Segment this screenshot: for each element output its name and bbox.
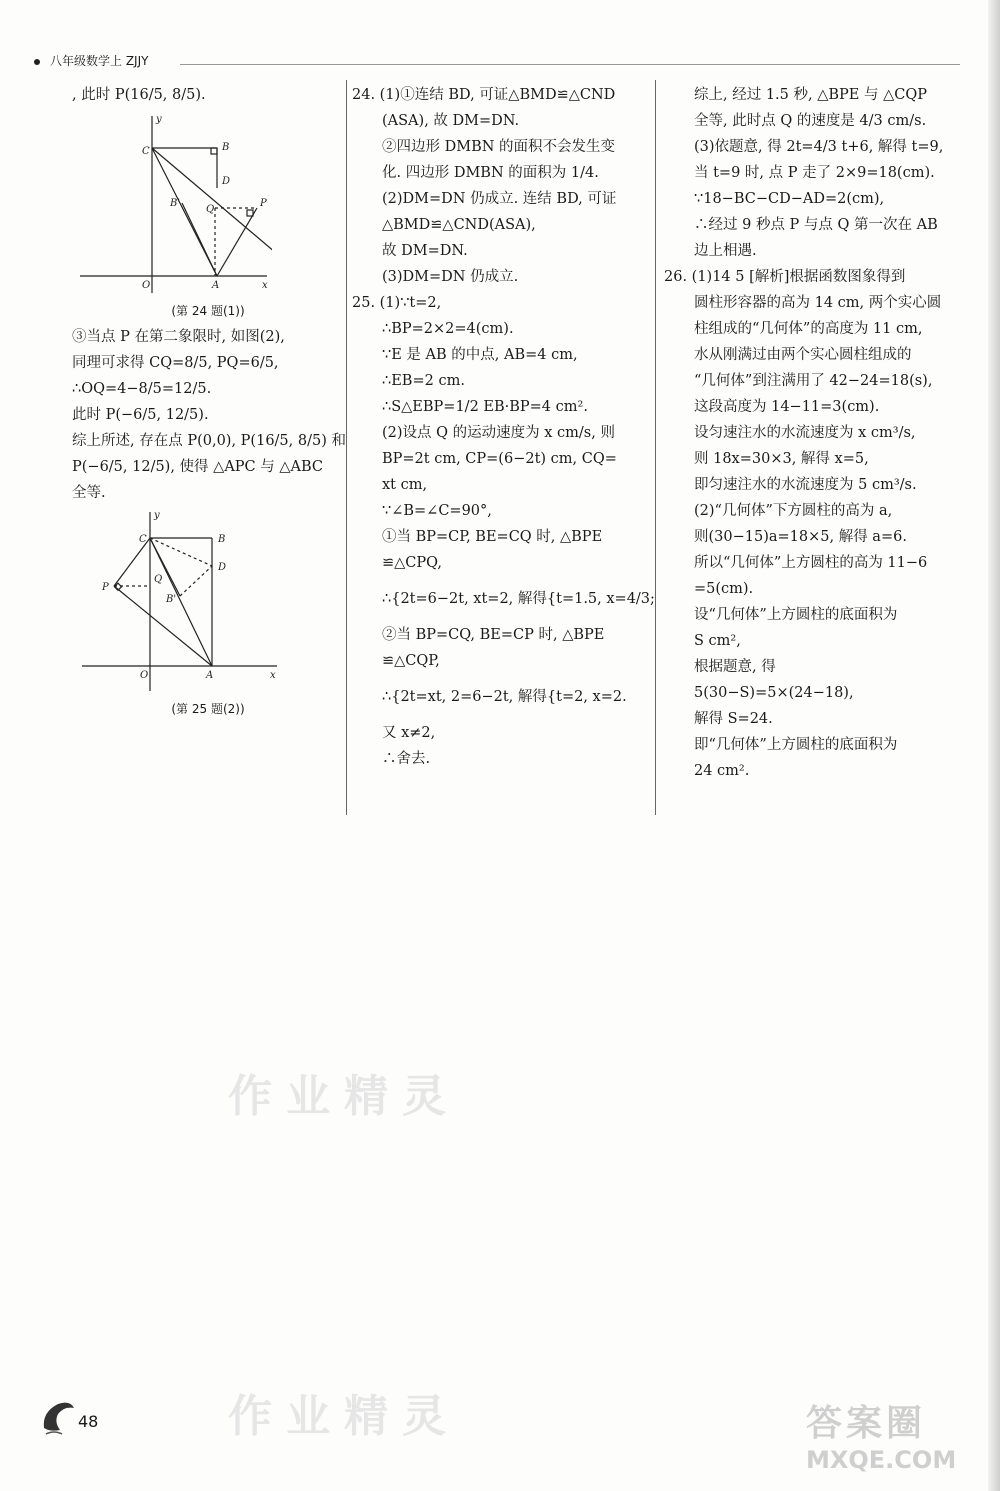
segment-CB-prime: [150, 538, 180, 596]
page-edge-shadow: [988, 0, 1000, 1491]
label-Q: Q: [154, 574, 163, 585]
col2-line: ∴S△EBP=1/2 EB·BP=4 cm².: [382, 399, 588, 415]
figure-24-1: [72, 108, 272, 298]
col2-line: 故 DM=DN.: [382, 243, 468, 259]
col3-line: 这段高度为 14−11=3(cm).: [694, 399, 880, 415]
watermark: 作业精灵: [228, 1391, 460, 1442]
col2-line: ≌△CPQ,: [382, 555, 442, 571]
col3-line: ∴经过 9 秒点 P 与点 Q 第一次在 AB: [694, 217, 938, 233]
col2-line: 24. (1)①连结 BD, 可证△BMD≌△CND: [352, 87, 616, 103]
segment-PA: [114, 586, 212, 666]
figure-25-caption: (第 25 题(2)): [171, 702, 245, 716]
col2-line: xt cm,: [382, 477, 428, 493]
col3-line: (3)依题意, 得 2t=4/3 t+6, 解得 t=9,: [694, 139, 944, 155]
col3-line: 设“几何体”上方圆柱的底面积为: [694, 607, 898, 623]
col3-line: 则(30−15)a=18×5, 解得 a=6.: [694, 529, 907, 545]
col3-line: 设匀速注水的水流速度为 x cm³/s,: [694, 425, 916, 441]
column-divider-1: [346, 80, 347, 815]
label-A: A: [206, 670, 214, 681]
col2-line: △BMD≌△CND(ASA),: [382, 217, 536, 233]
label-D: D: [218, 562, 227, 573]
col2-line: ∴{2t=xt, 2=6−2t, 解得{t=2, x=2.: [382, 689, 627, 705]
col3-line: =5(cm).: [694, 581, 754, 597]
col3-line: 所以“几何体”上方圆柱的高为 11−6: [694, 555, 928, 571]
col2-line: 25. (1)∵t=2,: [352, 295, 442, 311]
col3-line: 解得 S=24.: [694, 711, 773, 727]
column-1: [72, 82, 344, 722]
col2-line: 化. 四边形 DMBN 的面积为 1/4.: [382, 165, 599, 181]
label-B: B: [218, 534, 226, 545]
col3-line: S cm²,: [694, 633, 741, 649]
logo-text: 答案圈: [806, 1403, 927, 1444]
col1-p2: 同理可求得 CQ=8/5, PQ=6/5,: [72, 355, 279, 371]
col2-line: ∴BP=2×2=4(cm).: [382, 321, 514, 337]
label-x: x: [262, 280, 268, 291]
col1-p1: ③当点 P 在第二象限时, 如图(2),: [72, 329, 285, 345]
header-rule: [180, 64, 960, 65]
col3-line: 5(30−S)=5×(24−18),: [694, 685, 854, 701]
col3-line: 综上, 经过 1.5 秒, △BPE 与 △CQP: [694, 87, 927, 103]
label-C: C: [139, 534, 147, 545]
column-3: [664, 82, 964, 784]
label-x: x: [270, 670, 276, 681]
segment-B-prime-D: [180, 566, 212, 596]
col2-line: ∵∠B=∠C=90°,: [382, 503, 492, 519]
col3-line: 水从刚满过由两个实心圆柱组成的: [694, 347, 912, 363]
answer-site-logo: [806, 1395, 986, 1479]
col3-line: 边上相遇.: [694, 243, 757, 259]
label-O: O: [142, 280, 151, 291]
col2-line: (3)DM=DN 仍成立.: [382, 269, 519, 285]
logo-url: MXQE.COM: [806, 1446, 957, 1474]
col2-line: ∴EB=2 cm.: [382, 373, 465, 389]
col3-line: 圆柱形容器的高为 14 cm, 两个实心圆: [694, 295, 942, 311]
col1-p4: 此时 P(−6/5, 12/5).: [72, 407, 209, 423]
label-Q: Q: [206, 204, 215, 215]
col1-p6: P(−6/5, 12/5), 使得 △APC 与 △ABC: [72, 459, 323, 475]
right-angle-marker-p: [247, 210, 253, 216]
segment-PA: [217, 208, 257, 276]
col2-line: (ASA), 故 DM=DN.: [382, 113, 520, 129]
segment-CP: [114, 538, 150, 586]
col2-line: ②当 BP=CQ, BE=CP 时, △BPE: [382, 627, 605, 643]
label-y: y: [156, 114, 162, 125]
col1-p7: 全等.: [72, 485, 106, 501]
col1-p3: ∴OQ=4−8/5=12/5.: [72, 381, 212, 397]
col2-line: BP=2t cm, CP=(6−2t) cm, CQ=: [382, 451, 617, 467]
col3-line: (2)“几何体”下方圆柱的高为 a,: [694, 503, 893, 519]
col3-line: 当 t=9 时, 点 P 走了 2×9=18(cm).: [694, 165, 935, 181]
col2-line: (2)DM=DN 仍成立. 连结 BD, 可证: [382, 191, 617, 207]
col1-p5: 综上所述, 存在点 P(0,0), P(16/5, 8/5) 和: [72, 433, 346, 449]
figure-25-2: [72, 506, 282, 696]
page-header: [34, 52, 148, 69]
col3-line: “几何体”到注满用了 42−24=18(s),: [694, 373, 933, 389]
label-A: A: [212, 280, 220, 291]
right-angle-marker: [211, 148, 217, 154]
col3-line: 根据题意, 得: [694, 659, 776, 675]
header-title: 八年级数学上 ZJJY: [50, 54, 149, 68]
col2-line: ≌△CQP,: [382, 653, 440, 669]
label-D: D: [222, 176, 231, 187]
col3-line: 柱组成的“几何体”的高度为 11 cm,: [694, 321, 923, 337]
col2-line: ②四边形 DMBN 的面积不会发生变: [382, 139, 616, 155]
col1-line1: , 此时 P(16/5, 8/5).: [72, 87, 206, 103]
label-y: y: [154, 510, 160, 521]
col2-line: ①当 BP=CP, BE=CQ 时, △BPE: [382, 529, 603, 545]
segment-CD: [150, 538, 212, 566]
label-C: C: [142, 146, 150, 157]
label-B: B: [222, 142, 230, 153]
column-divider-2: [655, 80, 656, 815]
label-B-prime: B': [166, 594, 177, 605]
col2-line: ∴舍去.: [382, 751, 431, 767]
col3-line: 则 18x=30×3, 解得 x=5,: [694, 451, 869, 467]
col3-line: 26. (1)14 5 [解析]根据函数图象得到: [664, 269, 906, 285]
label-P: P: [260, 198, 267, 209]
col3-line: ∵18−BC−CD−AD=2(cm),: [694, 191, 885, 207]
col3-line: 即匀速注水的水流速度为 5 cm³/s.: [694, 477, 917, 493]
col3-line: 即“几何体”上方圆柱的底面积为: [694, 737, 898, 753]
col3-line: 24 cm².: [694, 763, 750, 779]
col2-line: ∵E 是 AB 的中点, AB=4 cm,: [382, 347, 578, 363]
col2-line: (2)设点 Q 的运动速度为 x cm/s, 则: [382, 425, 615, 441]
col2-line: 又 x≠2,: [382, 725, 436, 741]
col2-line: ∴{2t=6−2t, xt=2, 解得{t=1.5, x=4/3;: [382, 591, 655, 607]
watermark: 作业精灵: [228, 1071, 460, 1122]
col3-line: 全等, 此时点 Q 的速度是 4/3 cm/s.: [694, 113, 927, 129]
label-B-prime: B': [170, 198, 181, 209]
label-P: P: [102, 582, 109, 593]
label-O: O: [140, 670, 149, 681]
column-2: [352, 82, 655, 772]
dolphin-logo-icon: [40, 1398, 76, 1438]
page-number: 48: [78, 1412, 99, 1431]
bullet-icon: [34, 59, 40, 65]
figure-24-caption: (第 24 题(1)): [171, 304, 245, 318]
